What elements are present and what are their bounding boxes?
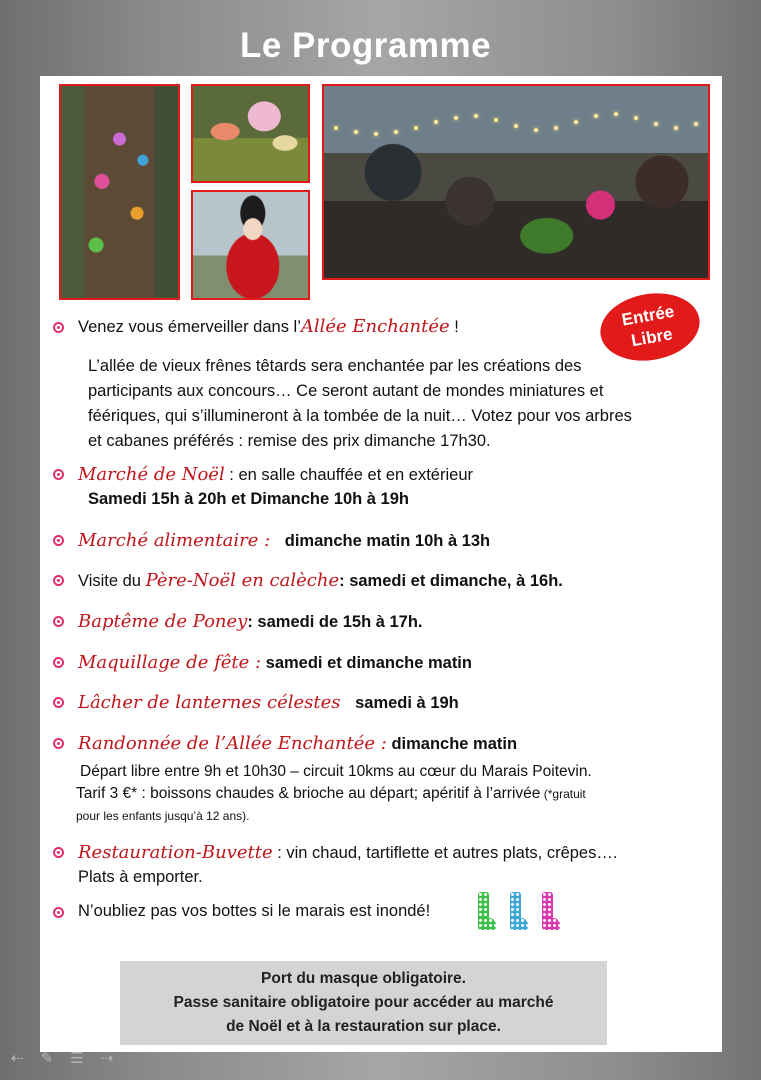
page-title: Le Programme	[239, 26, 492, 65]
programme-sheet: Entrée Libre Venez vous émerveiller dans l’Allée Enchantée ! L’allée de vieux frênes têtards sera enchantée par les créations des participants aux concours… Ce seront autant de mondes miniatures et féériques, qui s’illumineront à la tombée de la nuit… Votez pour vos arbres et cabanes préférés : remise des prix dimanche 17h30. Marché de Noël : en salle chauffée et en extérieur Samedi 15h à 20h et Dimanche 10h à 19h Marché alimentaire : dimanche matin 10h à 13h Visite du Père-Noël en calèche: samedi et dimanche, à 16h. Baptême de Poney: samedi de 15h à 17h. Maquillage de fête : samedi et dimanche matin Lâcher de lanternes célestes samedi à 19h Randonnée de l’Allée Enchantée : dimanche matin Départ libre entre 9h et 10h30 – circuit 10kms au cœur du Marais Poitevin. Tarif 3 €* : boissons chaudes & brioche au départ; apéritif à l’arrivée (*gratuit pour les enfants jusqu’à 12 ans). Restauration-Buvette : vin chaud, tartiflette et autres plats, crêpes…. Plats à emporter. N’oubliez pas vos bottes si le marais est inondé! Port du masque obligatoire. Passe sanitaire obligatoire pour accéder au marché de Noël et à la restauration sur place.	[40, 76, 722, 1052]
photo-red-doll	[191, 190, 310, 300]
spiral-bullet-icon	[53, 738, 64, 749]
rain-boots-icon	[474, 892, 566, 934]
photo-decorated-tree	[59, 84, 180, 300]
string-lights	[324, 104, 708, 144]
spiral-bullet-icon	[53, 575, 64, 586]
spiral-bullet-icon	[53, 907, 64, 918]
allee-enchantee-label: Allée Enchantée	[300, 316, 450, 337]
spiral-bullet-icon	[53, 697, 64, 708]
viewer-toolbar	[8, 1050, 116, 1072]
menu-icon[interactable]: ☰	[70, 1050, 84, 1067]
entree-libre-badge: Entrée Libre	[595, 286, 705, 368]
spiral-bullet-icon	[53, 322, 64, 333]
back-arrow-icon[interactable]: ⇠	[10, 1050, 24, 1067]
spiral-bullet-icon	[53, 657, 64, 668]
sanitary-notice: Port du masque obligatoire. Passe sanitaire obligatoire pour accéder au marché de Noël et à la restauration sur place.	[120, 961, 607, 1045]
intro-paragraph: L’allée de vieux frênes têtards sera enchantée par les créations des participants aux concours… Ce seront autant de mondes miniatures et féériques, qui s’illumineront à la tombée de la nuit… Votez pour vos arbres et cabanes préférés : remise des prix dimanche 17h30.	[88, 357, 632, 450]
photo-crowd-lights	[322, 84, 710, 280]
photo-mushroom-houses	[191, 84, 310, 183]
spiral-bullet-icon	[53, 535, 64, 546]
forward-arrow-icon[interactable]: ⇢	[100, 1050, 114, 1067]
spiral-bullet-icon	[53, 847, 64, 858]
spiral-bullet-icon	[53, 469, 64, 480]
pen-icon[interactable]: ✎	[40, 1050, 54, 1067]
spiral-bullet-icon	[53, 616, 64, 627]
